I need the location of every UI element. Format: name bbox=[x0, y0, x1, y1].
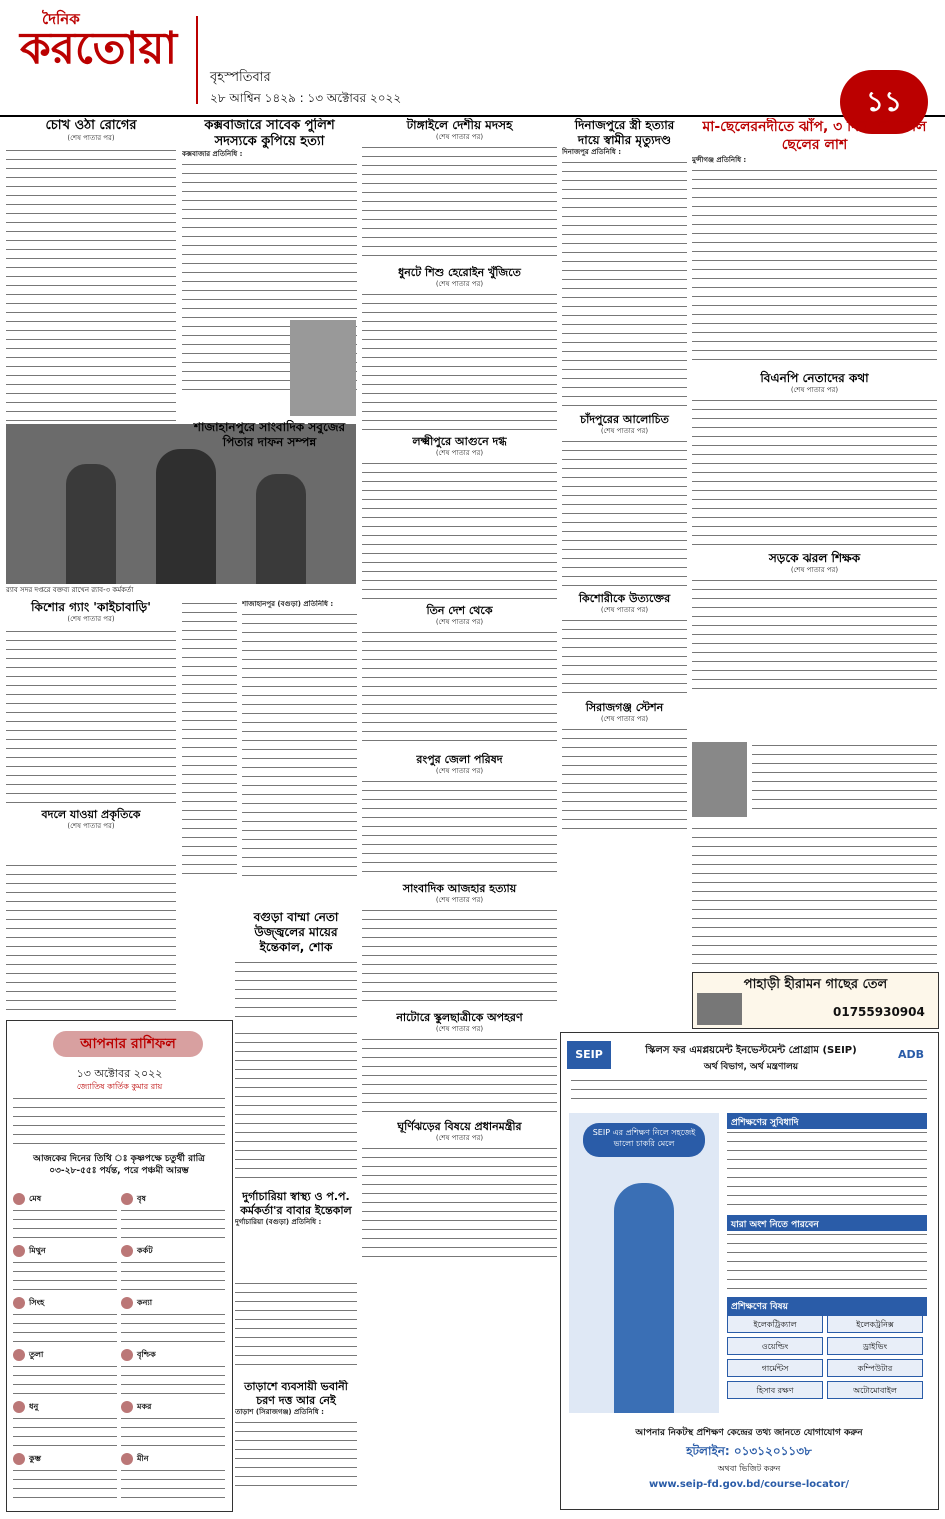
continued-note: (শেষ পাতার পর) bbox=[435, 1025, 484, 1033]
horoscope-banner: আপনার রাশিফল bbox=[53, 1031, 203, 1057]
article-title: বগুড়া বাম্মা নেতা উজ্জ্বলের মায়ের ইন্তেকাল, শোক bbox=[253, 910, 339, 954]
article-body bbox=[562, 726, 687, 836]
column-1-lower bbox=[6, 600, 176, 850]
continued-note: (শেষ পাতার পর) bbox=[67, 134, 115, 142]
zodiac-icon bbox=[121, 1297, 133, 1309]
article-body bbox=[362, 907, 557, 1007]
article-body bbox=[235, 959, 357, 1019]
article-title: কক্সবাজারে সাবেক পুলিশ সদস্যকে কুপিয়ে হত্যা bbox=[204, 118, 335, 149]
seip-subjects-title: প্রশিক্ষণের বিষয় bbox=[727, 1297, 927, 1316]
article-body bbox=[362, 1036, 557, 1116]
horoscope-sign-row bbox=[121, 1297, 225, 1347]
oil-ad-phone: 01755930904 bbox=[833, 1005, 925, 1019]
article-body bbox=[182, 600, 237, 880]
oil-advertisement bbox=[692, 972, 939, 1029]
shahjahanpur-header bbox=[182, 420, 357, 510]
zodiac-icon bbox=[121, 1349, 133, 1361]
seip-subject-item: ওয়েল্ডিং bbox=[727, 1337, 823, 1355]
article-title: নাটোরে স্কুলছাত্রীকে অপহরণ bbox=[396, 1011, 523, 1024]
column-2-lower bbox=[242, 600, 357, 890]
article-title: তিন দেশ থেকে bbox=[426, 604, 493, 617]
zodiac-text bbox=[121, 1415, 225, 1449]
seip-photo bbox=[569, 1113, 719, 1413]
article-body bbox=[562, 159, 687, 409]
article-body bbox=[562, 438, 687, 588]
zodiac-icon bbox=[121, 1401, 133, 1413]
zodiac-text bbox=[13, 1259, 117, 1293]
article-body bbox=[692, 397, 937, 547]
continued-note: (শেষ পাতার পর) bbox=[600, 606, 649, 614]
horoscope-intro bbox=[13, 1095, 225, 1145]
seip-subject-item: হিসাব রক্ষণ bbox=[727, 1381, 823, 1399]
column-3 bbox=[362, 118, 557, 1508]
continued-note: (শেষ পাতার পর) bbox=[790, 386, 839, 394]
horoscope-sign-row bbox=[13, 1401, 117, 1451]
photo-caption: র‌্যাব সদর দপ্তরে বক্তব্য রাখেন র‌্যাব-৩ কর্মকর্তা bbox=[6, 586, 134, 594]
article-body bbox=[562, 617, 687, 697]
horoscope-sign-row bbox=[121, 1349, 225, 1399]
article-title: শাজাহানপুরে সাংবাদিক সবুজের পিতার দাফন সম্পন্ন bbox=[193, 420, 346, 449]
seip-intro bbox=[571, 1077, 927, 1103]
zodiac-label: কন্যা bbox=[137, 1298, 153, 1307]
zodiac-icon bbox=[121, 1245, 133, 1257]
horoscope-signs bbox=[13, 1193, 225, 1505]
horoscope-sign-row bbox=[121, 1193, 225, 1243]
tarash-article bbox=[235, 1380, 357, 1510]
continued-note: (শেষ পাতার পর) bbox=[790, 566, 839, 574]
zodiac-label: বৃশ্চিক bbox=[137, 1350, 156, 1359]
article-body bbox=[362, 778, 557, 878]
issue-date: ২৮ আশ্বিন ১৪২৯ : ১৩ অক্টোবর ২০২২ bbox=[210, 91, 402, 105]
dateline: কক্সবাজার প্রতিনিধি : bbox=[182, 150, 243, 158]
dateline: দিনাজপুর প্রতিনিধি : bbox=[562, 148, 622, 156]
article-title: সড়কে ঝরল শিক্ষক bbox=[768, 551, 861, 565]
horoscope-sign-row bbox=[13, 1193, 117, 1243]
article-body bbox=[362, 1145, 557, 1265]
article-body bbox=[362, 629, 557, 749]
zodiac-label: কুম্ভ bbox=[29, 1454, 41, 1463]
seip-subject-item: অটোমোবাইল bbox=[827, 1381, 923, 1399]
seip-subject-item: গার্মেন্টস bbox=[727, 1359, 823, 1377]
zodiac-text bbox=[13, 1415, 117, 1449]
seip-ministry: অর্থ বিভাগ, অর্থ মন্ত্রণালয় bbox=[703, 1062, 799, 1072]
article-title: টাঙ্গাইলে দেশীয় মদসহ bbox=[406, 118, 513, 132]
article-title: লক্ষ্মীপুরে আগুনে দগ্ধ bbox=[412, 435, 507, 448]
article-title: দুর্গাচারিয়া স্বাস্থ্য ও প.প. কর্মকর্তা'র বাবার ইন্তেকাল bbox=[240, 1190, 352, 1217]
zodiac-label: মীন bbox=[137, 1454, 149, 1463]
continued-note: (শেষ পাতার পর) bbox=[600, 715, 649, 723]
zodiac-label: মিথুন bbox=[29, 1246, 46, 1255]
article-title: সিরাজগঞ্জ স্টেশন bbox=[585, 701, 664, 714]
dateline: শাজাহানপুর (বগুড়া) প্রতিনিধি : bbox=[242, 600, 334, 608]
zodiac-text bbox=[13, 1363, 117, 1397]
article-title: কিশোর গ্যাং 'কাইচাবাড়ি' bbox=[31, 600, 151, 614]
zodiac-text bbox=[121, 1207, 225, 1241]
article-title: তাড়াশে ব্যবসায়ী ভবানী চরণ দত্ত আর নেই bbox=[244, 1380, 348, 1407]
seip-contact: আপনার নিকটস্থ প্রশিক্ষণ কেন্দ্রের তথ্য জানতে যোগাযোগ করুন bbox=[635, 1428, 863, 1438]
zodiac-text bbox=[121, 1467, 225, 1501]
portrait-photo bbox=[290, 320, 356, 416]
zodiac-text bbox=[121, 1259, 225, 1293]
portrait-photo bbox=[692, 742, 747, 817]
durgapur-article bbox=[235, 1190, 357, 1280]
article-body bbox=[242, 611, 357, 881]
column-4 bbox=[562, 118, 687, 1018]
horoscope-sign-row bbox=[121, 1245, 225, 1295]
oil-ad-photo bbox=[697, 993, 742, 1025]
zodiac-label: ধনু bbox=[29, 1402, 39, 1411]
seip-who bbox=[727, 1231, 927, 1291]
article-title: ধুনটে শিশু হেরোইন খুঁজিতে bbox=[398, 266, 521, 279]
page-number: ১১ bbox=[840, 70, 928, 134]
person-figure bbox=[66, 464, 116, 584]
article-title: মা-ছেলেরনদীতে ঝাঁপ, ৩ দিন পর মিলল ছেলের লাশ bbox=[702, 119, 927, 153]
seip-subject-item: ইলেকট্রিক্যাল bbox=[727, 1315, 823, 1333]
oil-ad-title: পাহাড়ী হীরামন গাছের তেল bbox=[743, 977, 888, 992]
article-body bbox=[362, 460, 557, 600]
seip-subject-item: ইলেকট্রনিক্স bbox=[827, 1315, 923, 1333]
article-body bbox=[692, 167, 937, 367]
article-body bbox=[692, 825, 937, 965]
article-body bbox=[235, 1419, 357, 1489]
continued-note: (শেষ পাতার পর) bbox=[67, 615, 115, 623]
article-title: ঘূর্ণিঝড়ের বিষয়ে প্রধানমন্ত্রীর bbox=[397, 1120, 522, 1133]
article-title: সাংবাদিক আজহার হত্যায় bbox=[402, 882, 517, 895]
article-body bbox=[235, 1280, 357, 1370]
seip-subject-item: কম্পিউটার bbox=[827, 1359, 923, 1377]
horoscope-sign-row bbox=[13, 1245, 117, 1295]
horoscope-box bbox=[6, 1020, 233, 1512]
zodiac-icon bbox=[13, 1297, 25, 1309]
article-title: বদলে যাওয়া প্রকৃতিকে bbox=[41, 808, 141, 821]
article-title: দিনাজপুরে স্ত্রী হত্যার দায়ে স্বামীর মৃত্যুদণ্ড bbox=[574, 118, 675, 147]
column-2-narrow bbox=[182, 600, 237, 890]
bogura-article bbox=[235, 910, 357, 1030]
zodiac-label: কর্কট bbox=[137, 1246, 153, 1255]
horoscope-sign-row bbox=[13, 1453, 117, 1503]
zodiac-text bbox=[13, 1311, 117, 1345]
logo: করতোয়া bbox=[20, 23, 178, 74]
continued-note: (শেষ পাতার পর) bbox=[435, 280, 484, 288]
seip-who-title: যারা অংশ নিতে পারবেন bbox=[727, 1215, 927, 1234]
article-body bbox=[6, 147, 176, 447]
article-body bbox=[6, 862, 176, 1012]
seip-slogan: SEIP এর প্রশিক্ষণ নিলে সহজেই ভালো চাকরি মেলে bbox=[583, 1123, 705, 1157]
zodiac-label: মকর bbox=[137, 1402, 152, 1411]
column-5 bbox=[692, 118, 937, 738]
seip-hotline: হটলাইন: ০১৩১২০১১৩৮ bbox=[686, 1444, 812, 1458]
seip-title: স্কিলস ফর এমপ্লয়মেন্ট ইনভেস্টমেন্ট প্রোগ্রাম (SEIP) bbox=[645, 1045, 857, 1056]
article-body bbox=[692, 577, 937, 697]
article-body bbox=[6, 628, 176, 808]
worker-figure bbox=[614, 1183, 674, 1413]
zodiac-text bbox=[121, 1363, 225, 1397]
zodiac-text bbox=[13, 1207, 117, 1241]
logo-small: দৈনিক bbox=[42, 10, 80, 28]
article-body bbox=[752, 742, 937, 817]
seip-benefits bbox=[727, 1129, 927, 1209]
seip-url[interactable]: www.seip-fd.gov.bd/course-locator/ bbox=[648, 1479, 850, 1490]
continued-note: (শেষ পাতার পর) bbox=[600, 427, 649, 435]
zodiac-label: সিংহ bbox=[29, 1298, 45, 1307]
issue-day: বৃহস্পতিবার bbox=[210, 70, 271, 85]
zodiac-icon bbox=[13, 1349, 25, 1361]
dateline: তাড়াশ (সিরাজগঞ্জ) প্রতিনিধি : bbox=[235, 1408, 324, 1416]
continued-note: (শেষ পাতার পর) bbox=[435, 618, 484, 626]
continued-note: (শেষ পাতার পর) bbox=[435, 767, 484, 775]
article-title: বিএনপি নেতাদের কথা bbox=[760, 371, 869, 385]
zodiac-icon bbox=[121, 1193, 133, 1205]
masthead bbox=[0, 0, 945, 117]
continued-note: (শেষ পাতার পর) bbox=[435, 896, 484, 904]
seip-visit: অথবা ভিজিট করুন bbox=[717, 1464, 781, 1473]
zodiac-text bbox=[121, 1311, 225, 1345]
seip-benefits-title: প্রশিক্ষণের সুবিধাদি bbox=[727, 1113, 927, 1132]
adb-logo: ADB bbox=[897, 1048, 925, 1061]
horoscope-sign-row bbox=[121, 1401, 225, 1451]
zodiac-icon bbox=[13, 1401, 25, 1413]
dateline: দুর্গাচারিয়া (বগুড়া) প্রতিনিধি : bbox=[235, 1218, 322, 1226]
seip-logo: SEIP bbox=[567, 1041, 611, 1069]
continued-note: (শেষ পাতার পর) bbox=[435, 1134, 484, 1142]
zodiac-icon bbox=[13, 1453, 25, 1465]
article-body bbox=[362, 144, 557, 262]
zodiac-text bbox=[13, 1467, 117, 1501]
continued-note: (শেষ পাতার পর) bbox=[435, 133, 484, 141]
article-body bbox=[362, 291, 557, 431]
article-title: কিশোরীকে উত্যক্তের bbox=[578, 592, 671, 605]
horoscope-date: ১৩ অক্টোবর ২০২২ bbox=[76, 1067, 163, 1080]
zodiac-label: তুলা bbox=[29, 1350, 44, 1359]
zodiac-icon bbox=[13, 1193, 25, 1205]
continued-note: (শেষ পাতার পর) bbox=[67, 822, 115, 830]
horoscope-author: জ্যোতিষ কার্তিক কুমার রায় bbox=[76, 1082, 163, 1091]
zodiac-icon bbox=[121, 1453, 133, 1465]
continued-note: (শেষ পাতার পর) bbox=[435, 449, 484, 457]
seip-advertisement bbox=[560, 1032, 939, 1510]
dateline: মুন্সীগঞ্জ প্রতিনিধি : bbox=[692, 156, 747, 164]
horoscope-tithi: আজকের দিনের তিথি ঃ কৃষ্ণপক্ষে চতুর্থী রাত্রি ০৩-২৮-৫৫ঃ পর্যন্ত, পরে পঞ্চমী আরম্ভ bbox=[33, 1154, 205, 1176]
seip-subject-item: ড্রাইভিং bbox=[827, 1337, 923, 1355]
seip-subjects bbox=[727, 1315, 927, 1415]
article-title: চাঁদপুরের আলোচিত bbox=[580, 413, 669, 426]
zodiac-label: মেষ bbox=[29, 1194, 42, 1203]
logo-divider bbox=[196, 16, 198, 104]
article-title: রংপুর জেলা পরিষদ bbox=[416, 753, 503, 766]
zodiac-icon bbox=[13, 1245, 25, 1257]
zodiac-label: বৃষ bbox=[137, 1194, 146, 1203]
horoscope-sign-row bbox=[13, 1297, 117, 1347]
article-body bbox=[235, 1030, 357, 1180]
article-title: চোখ ওঠা রোগের bbox=[45, 118, 137, 133]
horoscope-sign-row bbox=[121, 1453, 225, 1503]
horoscope-sign-row bbox=[13, 1349, 117, 1399]
